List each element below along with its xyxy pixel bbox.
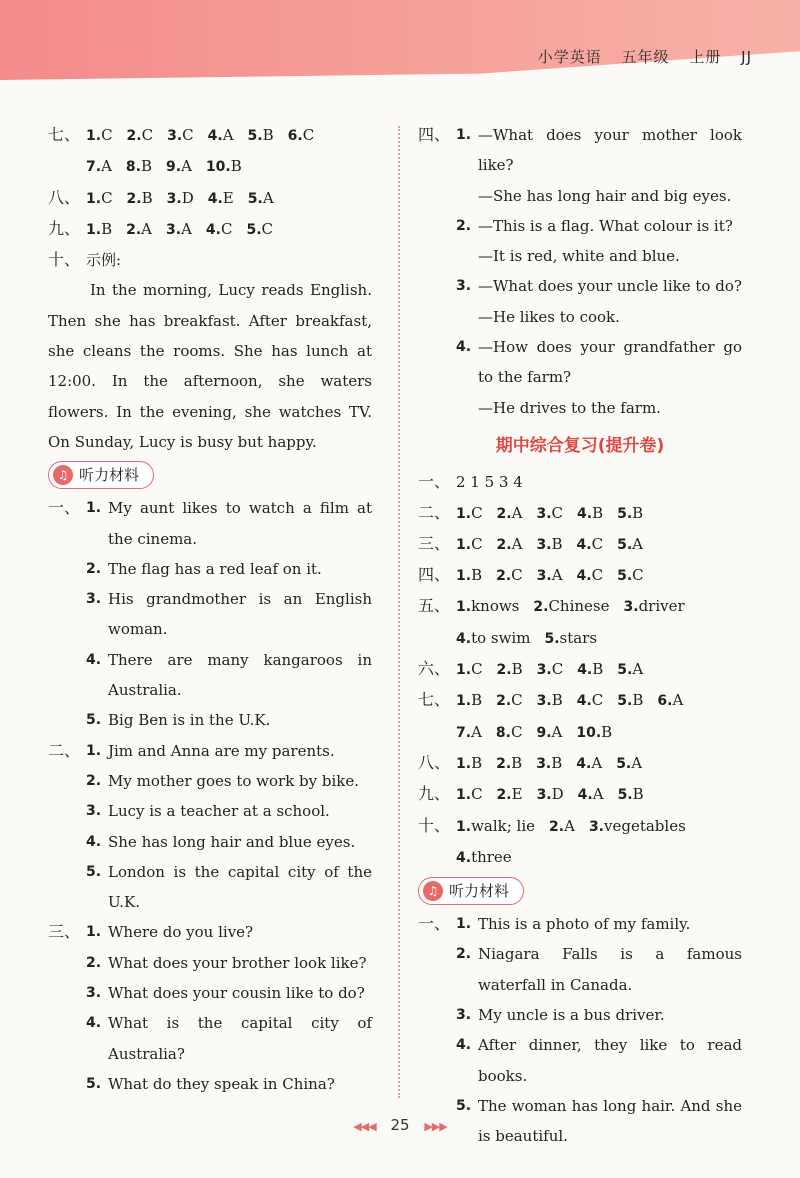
sentence-number: 3. (86, 803, 102, 820)
sentence-number: 2. (456, 946, 472, 963)
answer-item: 4.B (577, 660, 604, 679)
question-label (48, 948, 86, 978)
sentence-item (48, 796, 372, 826)
answer-item: 4.C (576, 534, 604, 553)
answer-number: 5. (544, 630, 560, 647)
sentence-number: 3. (86, 591, 102, 608)
question-label: 五、 (418, 596, 451, 616)
sentence-item (418, 1000, 742, 1030)
header-grade: 五年级 (621, 48, 670, 66)
question-label (48, 857, 86, 918)
answer-number: 4. (577, 505, 593, 522)
question-label: 二、 (418, 502, 451, 522)
answer-item: 6.A (657, 691, 684, 710)
sentence-item (418, 939, 742, 1000)
answer-number: 2. (496, 662, 512, 679)
answer-item: 3.D (166, 188, 194, 207)
answer-item: 5.C (246, 219, 273, 238)
listening-material-badge (418, 877, 524, 905)
answer-number: 3. (536, 693, 552, 710)
answer-number: 4. (576, 568, 592, 585)
dialogue-number: 4. (456, 339, 472, 356)
sentence-item (48, 1008, 372, 1069)
question-label (418, 1000, 456, 1030)
question-label: 八、 (418, 752, 451, 772)
dialogue-question: —What does your mother look like? (478, 126, 742, 175)
answer-item: 5.B (617, 691, 644, 710)
answer-item: 4.E (207, 188, 234, 207)
answer-number: 1. (456, 599, 472, 616)
answer-number: 7. (86, 159, 102, 176)
question-label (418, 332, 456, 423)
answer-row (48, 214, 372, 245)
answer-item: 2.Chinese (533, 597, 610, 616)
sentence-text: Lucy is a teacher at a school. (108, 802, 330, 821)
answer-item: 5.A (617, 660, 644, 679)
answer-number: 1. (456, 693, 472, 710)
answer-item: 1.B (456, 566, 483, 585)
answer-number: 1. (456, 787, 472, 804)
answer-number: 3. (536, 755, 552, 772)
answer-item: 3.B (536, 753, 563, 772)
sentence-text: What does your brother look like? (108, 953, 367, 972)
answer-item: 1.C (86, 126, 113, 144)
headphone-icon: ♫ (423, 881, 443, 901)
answer-number: 2. (496, 693, 512, 710)
sentence-text: His grandmother is an English woman. (108, 590, 372, 639)
sentence-text: There are many kangaroos in Australia. (108, 650, 372, 700)
answer-item: 1.B (86, 219, 113, 238)
answer-number: 5. (617, 568, 633, 585)
sentence-item (418, 1030, 742, 1091)
answer-item: 7.A (86, 157, 112, 176)
listening-label: 听力材料 (79, 466, 140, 485)
answer-number: 4. (577, 787, 593, 804)
dialogue-question: —How does your grandfather go to the farm? (478, 338, 742, 387)
header-subject: 小学英语 (537, 48, 602, 66)
answer-number: 2. (549, 818, 565, 835)
answer-item: 5.C (617, 566, 644, 585)
answer-item: 1.B (456, 691, 483, 710)
answer-number: 9. (536, 724, 552, 741)
question-label (418, 271, 456, 332)
sentence-text: My uncle is a bus driver. (478, 1006, 665, 1025)
sentence-item (48, 645, 372, 706)
dialogue-lines (474, 120, 742, 211)
answer-item: 5.A (617, 534, 643, 553)
dialogue-number: 1. (456, 127, 472, 143)
sentence-text: What do they speak in China? (108, 1074, 335, 1093)
question-label (48, 1008, 86, 1069)
answer-item: 4.C (576, 691, 604, 710)
sentence-number: 1. (86, 924, 102, 941)
question-label: 十、 (48, 250, 81, 270)
page-number: 25 (390, 1116, 410, 1134)
answer-number: 2. (496, 536, 512, 553)
sentence-item (48, 705, 372, 735)
question-label: 三、 (418, 533, 451, 553)
question-label: 九、 (48, 218, 81, 238)
sentence-text: Where do you live? (108, 923, 254, 942)
answer-number: 2. (126, 128, 142, 144)
dialogue-item (418, 271, 742, 332)
answer-item: 7.A (456, 722, 482, 741)
prev-arrows-icon: ◀◀◀ (353, 1120, 376, 1133)
answer-number: 5. (247, 190, 263, 207)
answer-row (48, 151, 372, 182)
sentence-text: My mother goes to work by bike. (108, 771, 360, 790)
sentence-item (48, 827, 372, 857)
answer-number: 2. (496, 787, 512, 804)
answer-number: 5. (247, 128, 263, 144)
answer-number: 4. (456, 849, 472, 866)
answer-number: 4. (577, 662, 593, 679)
answer-number: 6. (287, 128, 303, 144)
answer-item: 1.C (456, 534, 483, 553)
sentence-item (48, 493, 372, 554)
dialogue-item (418, 211, 742, 272)
answer-number: 4. (576, 536, 592, 553)
question-label: 一、 (48, 498, 81, 518)
answer-item: 1.C (456, 660, 483, 679)
answer-item: 5.B (617, 785, 644, 804)
answer-item: 2.B (496, 753, 523, 772)
answer-row (418, 811, 742, 842)
answer-number: 2. (496, 755, 512, 772)
sentence-item (48, 978, 372, 1008)
answer-row (418, 779, 742, 810)
answer-number: 1. (456, 755, 472, 772)
sentence-number: 5. (86, 712, 102, 729)
answer-number: 4. (576, 755, 592, 772)
answer-item: 5.A (247, 188, 274, 207)
question-label (418, 1030, 456, 1091)
column-divider (398, 126, 400, 1098)
answer-row (418, 623, 742, 654)
question-label: 八、 (48, 187, 81, 207)
answer-item: 2.C (496, 566, 523, 585)
answer-item: 5.B (247, 126, 274, 144)
answer-number: 2. (126, 221, 142, 238)
page-footer (0, 1116, 800, 1134)
question-label: 四、 (418, 125, 451, 144)
question-label: 一、 (418, 472, 451, 492)
sentence-text: My aunt likes to watch a film at the cinema. (108, 499, 372, 548)
answer-number: 4. (207, 128, 223, 144)
answer-item: 3.C (167, 126, 194, 144)
answer-row (48, 120, 372, 151)
answer-row (418, 717, 742, 748)
answer-number: 3. (588, 818, 604, 835)
answer-row (418, 654, 742, 685)
sentence-text: The woman has long hair. And she is beautiful. (478, 1096, 742, 1146)
answer-item: 2.A (126, 219, 152, 238)
answer-item: 4.A (576, 753, 603, 772)
dialogue-lines (474, 211, 742, 272)
question-label: 二、 (48, 740, 81, 760)
dialogue-question: —What does your uncle like to do? (478, 277, 742, 296)
sentence-text: What does your cousin like to do? (108, 984, 365, 1003)
listening-label: 听力材料 (449, 882, 510, 901)
right-column (418, 120, 742, 1152)
answer-item: 10.B (576, 722, 613, 741)
answer-row (48, 245, 372, 275)
answer-number: 3. (536, 536, 552, 553)
answer-item: 3.C (536, 503, 563, 522)
sentence-item (48, 766, 372, 796)
answer-item: 9.A (166, 157, 192, 176)
answer-item: 4.three (456, 847, 512, 866)
dialogue-question: —This is a flag. What colour is it? (478, 216, 733, 235)
answer-number: 5. (617, 662, 633, 679)
sentence-item (48, 948, 372, 978)
sentence-number: 4. (86, 833, 102, 850)
answer-number: 1. (86, 190, 102, 207)
answer-item: 2.E (496, 785, 523, 804)
answer-item: 4.A (207, 126, 234, 144)
answer-number: 1. (86, 128, 102, 144)
answer-number: 1. (456, 536, 472, 553)
sentence-item (48, 584, 372, 645)
answer-number: 5. (617, 787, 633, 804)
answer-item: 4.C (205, 219, 233, 238)
answer-number: 3. (536, 568, 552, 585)
answer-item: 3.B (536, 534, 563, 553)
answer-row (418, 467, 742, 497)
answer-item: 1.B (456, 753, 483, 772)
answer-item: 2.C (126, 126, 154, 144)
answer-number: 8. (125, 159, 141, 176)
dialogue-item (418, 332, 742, 423)
answer-item: 8.B (125, 157, 152, 176)
answer-number: 4. (205, 221, 221, 238)
answer-item: 5.A (616, 753, 643, 772)
sentence-number: 3. (456, 1007, 472, 1024)
answer-number: 4. (576, 693, 592, 710)
sentence-number: 4. (86, 651, 102, 668)
question-label: 一、 (418, 914, 451, 934)
answer-item: 10.B (205, 157, 242, 176)
answer-number: 7. (456, 724, 472, 741)
headphone-icon: ♫ (53, 465, 73, 485)
answer-number: 1. (456, 568, 472, 585)
question-label: 六、 (418, 659, 451, 679)
answer-item: 6.C (287, 126, 315, 144)
answer-number: 3. (167, 128, 183, 144)
answer-number: 2. (496, 505, 512, 522)
sentence-number: 3. (86, 985, 102, 1002)
listening-material-badge (48, 461, 154, 489)
sentence-item (48, 917, 372, 947)
answer-item: 2.B (496, 660, 523, 679)
question-label: 四、 (418, 565, 451, 585)
answer-text: 2 1 5 3 4 (456, 473, 523, 492)
sentence-number: 2. (86, 954, 102, 971)
answer-number: 4. (456, 630, 472, 647)
sentence-text: This is a photo of my family. (478, 915, 691, 934)
answer-number: 2. (126, 190, 142, 207)
question-label (418, 939, 456, 1000)
sentence-number: 5. (86, 863, 102, 880)
answer-number: 10. (205, 159, 231, 176)
question-label (48, 584, 86, 645)
answer-item: 2.A (549, 816, 575, 835)
sentence-text: Niagara Falls is a famous waterfall in Canada. (478, 945, 742, 994)
answer-item: 3.D (536, 785, 564, 804)
answer-item: 4.C (576, 566, 604, 585)
sentence-text: After dinner, they like to read books. (478, 1036, 742, 1085)
sentence-item (48, 1069, 372, 1099)
answer-item: 8.C (495, 722, 523, 741)
answer-row (418, 498, 742, 529)
answer-row (418, 842, 742, 873)
sentence-number: 2. (86, 560, 102, 577)
sentence-text: London is the capital city of the U.K. (108, 862, 372, 912)
answer-number: 2. (496, 568, 512, 585)
sentence-number: 2. (86, 772, 102, 789)
dialogue-answer: —He likes to cook. (478, 307, 620, 326)
sentence-number: 1. (86, 500, 102, 517)
answer-item: 1.knows (456, 597, 520, 616)
answer-item: 5.B (617, 503, 644, 522)
answer-item: 1.walk; lie (456, 816, 536, 835)
answer-number: 8. (495, 724, 511, 741)
sentence-item (418, 909, 742, 939)
answer-row (48, 183, 372, 214)
answer-number: 1. (86, 221, 102, 238)
question-label (48, 1069, 86, 1099)
dialogue-lines (474, 332, 742, 423)
answer-number: 2. (533, 599, 549, 616)
sentence-item (48, 554, 372, 584)
answer-number: 3. (166, 221, 182, 238)
section-title: 期中综合复习(提升卷) (495, 435, 665, 456)
answer-item: 3.B (536, 691, 563, 710)
sample-essay: In the morning, Lucy reads English. Then she has breakfast. After breakfast, she cleans the rooms. She has lunch at 12:00. In the afternoon, she waters flowers. In the evening, she watches TV. On Sunday, Lucy is busy but happy. (48, 281, 372, 451)
answer-number: 10. (576, 724, 602, 741)
answer-number: 5. (617, 693, 633, 710)
sentence-number: 1. (86, 742, 102, 759)
header-volume: 上册 (689, 48, 722, 66)
answer-item: 4.B (577, 503, 604, 522)
answer-number: 3. (536, 662, 552, 679)
next-arrows-icon: ▶▶▶ (424, 1120, 447, 1133)
question-label (48, 827, 86, 857)
answer-number: 5. (617, 536, 633, 553)
header-info (524, 46, 752, 67)
sentence-number: 5. (86, 1075, 102, 1092)
answer-item: 1.C (456, 785, 483, 804)
answer-item: 3.vegetables (588, 816, 686, 835)
sentence-text: What is the capital city of Australia? (108, 1014, 372, 1063)
answer-row (418, 748, 742, 779)
question-label: 九、 (418, 784, 451, 804)
sentence-text: The flag has a red leaf on it. (108, 559, 322, 578)
question-label: 七、 (418, 690, 451, 710)
page-header-band (0, 0, 800, 80)
answer-number: 3. (536, 787, 552, 804)
question-label: 十、 (418, 815, 451, 835)
answer-item: 3.driver (623, 597, 685, 616)
question-label (48, 645, 86, 706)
answer-number: 5. (246, 221, 262, 238)
answer-number: 1. (456, 818, 472, 835)
dialogue-answer: —It is red, white and blue. (478, 247, 680, 266)
question-label (418, 211, 456, 272)
answer-number: 1. (456, 662, 472, 679)
answer-number: 3. (166, 190, 182, 207)
question-label (48, 766, 86, 796)
answer-item: 1.C (86, 188, 113, 207)
sentence-number: 1. (456, 916, 472, 933)
sentence-item (48, 736, 372, 766)
answer-item: 4.to swim (456, 628, 531, 647)
dialogue-lines (474, 271, 742, 332)
sentence-number: 5. (456, 1097, 472, 1114)
question-label: 三、 (48, 922, 81, 942)
left-column (48, 120, 372, 1099)
dialogue-number: 3. (456, 278, 472, 295)
answer-item: 1.C (456, 503, 483, 522)
question-label (48, 978, 86, 1008)
answer-number: 5. (617, 505, 633, 522)
header-edition: JJ (741, 48, 752, 66)
answer-row (418, 529, 742, 560)
sentence-text: She has long hair and blue eyes. (108, 832, 356, 851)
answer-item: 5.stars (544, 628, 598, 647)
answer-number: 6. (657, 693, 673, 710)
answer-item: 2.B (126, 188, 153, 207)
answer-number: 1. (456, 505, 472, 522)
answer-text: 示例: (86, 251, 122, 270)
question-label (48, 796, 86, 826)
sentence-text: Big Ben is in the U.K. (108, 711, 271, 730)
question-label: 七、 (48, 125, 81, 144)
answer-number: 4. (207, 190, 223, 207)
answer-row (418, 685, 742, 716)
dialogue-answer: —She has long hair and big eyes. (478, 186, 732, 205)
dialogue-answer: —He drives to the farm. (478, 398, 661, 417)
answer-row (418, 560, 742, 591)
answer-item: 3.C (536, 660, 564, 679)
answer-number: 9. (166, 159, 182, 176)
answer-item: 9.A (536, 722, 563, 741)
sentence-number: 4. (86, 1015, 102, 1032)
answer-item: 2.A (496, 503, 523, 522)
answer-item: 3.A (536, 566, 563, 585)
answer-row (418, 591, 742, 622)
answer-number: 5. (616, 755, 632, 772)
answer-item: 2.C (496, 691, 523, 710)
dialogue-number: 2. (456, 217, 472, 234)
answer-item: 2.A (496, 534, 523, 553)
sentence-item (48, 857, 372, 918)
sentence-number: 4. (456, 1037, 472, 1054)
answer-number: 3. (623, 599, 639, 616)
answer-item: 4.A (577, 785, 604, 804)
question-label (48, 705, 86, 735)
dialogue-item (418, 120, 742, 211)
answer-number: 3. (536, 505, 552, 522)
answer-item: 3.A (166, 219, 192, 238)
sentence-text: Jim and Anna are my parents. (108, 741, 335, 760)
question-label (48, 554, 86, 584)
